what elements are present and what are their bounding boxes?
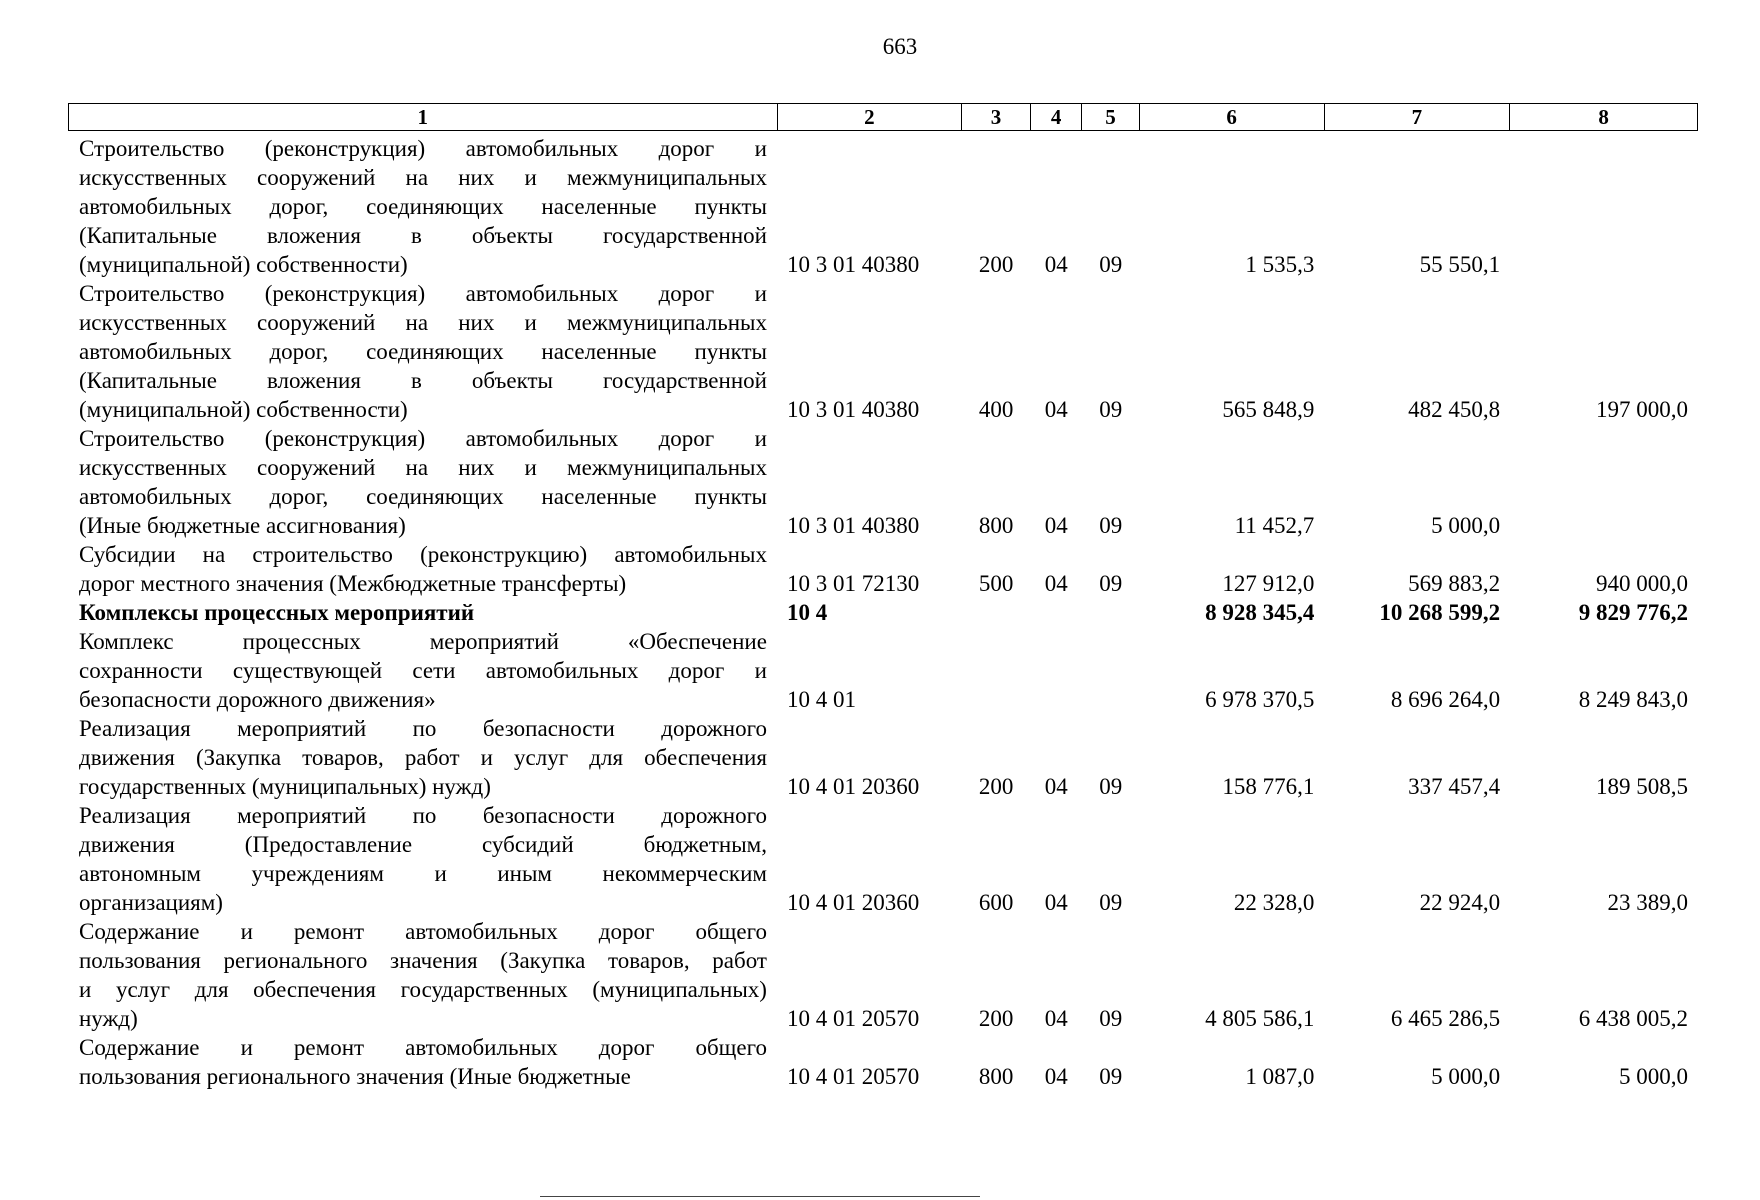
row-rz: 04: [1044, 571, 1068, 596]
table-row: [68, 627, 1698, 714]
row-code: 10 4: [786, 600, 828, 625]
budget-table: [68, 134, 1698, 1091]
row-name: [68, 598, 777, 627]
row-amount-col6: 6 978 370,5: [1205, 687, 1315, 712]
row-amount-col7: 6 465 286,5: [1390, 1006, 1501, 1031]
row-name-line: дорог местного значения (Межбюджетные трансферты): [79, 571, 627, 596]
row-amount-col8: 940 000,0: [1596, 571, 1688, 596]
row-amount-col7: 8 696 264,0: [1390, 687, 1501, 712]
row-code: 10 3 01 72130: [786, 571, 920, 596]
row-rz: [1030, 598, 1082, 627]
row-vr: 200: [978, 774, 1014, 799]
row-amount-col8: 189 508,5: [1596, 774, 1688, 799]
row-vr: 800: [978, 1064, 1014, 1089]
row-pr: 09: [1099, 890, 1123, 915]
row-amount-col6: 158 776,1: [1222, 774, 1315, 799]
row-amount-col8: 6 438 005,2: [1578, 1006, 1688, 1031]
row-name-line: Содержание и ремонт автомобильных дорог общего: [79, 919, 767, 944]
table-row: [68, 598, 1698, 627]
row-name-line: Комплекс процессных мероприятий «Обеспечение: [79, 629, 767, 654]
footer-rule: [540, 1196, 980, 1197]
row-name-line: пользования регионального значения (Закупка товаров, работ: [79, 948, 767, 973]
row-pr: 09: [1099, 1006, 1123, 1031]
row-pr: [1082, 627, 1140, 714]
header-col-1: 1: [69, 104, 778, 131]
row-amount-col6: 1 535,3: [1245, 252, 1315, 277]
row-name-line: (Иные бюджетные ассигнования): [79, 513, 406, 538]
table-row: [68, 917, 1698, 1033]
row-name-line: Субсидии на строительство (реконструкцию) автомобильных: [79, 542, 767, 567]
row-code: 10 4 01: [786, 687, 856, 712]
header-col-3: 3: [962, 104, 1031, 131]
row-name-line: автомобильных дорог, соединяющих населенные пункты: [79, 194, 767, 219]
row-name-line: Комплексы процессных мероприятий: [79, 600, 475, 625]
row-amount-col7: 569 883,2: [1408, 571, 1501, 596]
row-code: 10 4 01 20570: [786, 1064, 920, 1089]
row-name: [68, 424, 777, 540]
row-rz: 04: [1044, 397, 1068, 422]
row-name: [68, 917, 777, 1033]
row-name-line: (Капитальные вложения в объекты государственной: [79, 368, 767, 393]
row-name-line: безопасности дорожного движения»: [79, 687, 436, 712]
row-pr: [1082, 598, 1140, 627]
row-amount-col7: 5 000,0: [1431, 513, 1501, 538]
header-col-8: 8: [1510, 104, 1698, 131]
row-name-line: и услуг для обеспечения государственных (муниципальных): [79, 977, 767, 1002]
row-name: [68, 1033, 777, 1091]
row-amount-col6: 11 452,7: [1234, 513, 1315, 538]
row-vr: 800: [978, 513, 1014, 538]
row-amount-col6: 4 805 586,1: [1205, 1006, 1315, 1031]
row-pr: 09: [1099, 513, 1123, 538]
table-row: [68, 424, 1698, 540]
row-name: [68, 714, 777, 801]
row-name-line: Строительство (реконструкция) автомобильных дорог и: [79, 136, 767, 161]
row-code: 10 3 01 40380: [786, 397, 920, 422]
row-name-line: Содержание и ремонт автомобильных дорог общего: [79, 1035, 767, 1060]
row-name-line: Строительство (реконструкция) автомобильных дорог и: [79, 426, 767, 451]
row-name: [68, 801, 777, 917]
row-name-line: (муниципальной) собственности): [79, 252, 408, 277]
row-amount-col8: 197 000,0: [1596, 397, 1688, 422]
row-vr: [962, 627, 1031, 714]
row-name-line: искусственных сооружений на них и межмуниципальных: [79, 455, 767, 480]
row-amount-col6: 127 912,0: [1222, 571, 1315, 596]
row-amount-col8: 5 000,0: [1619, 1064, 1688, 1089]
row-rz: 04: [1044, 1064, 1068, 1089]
header-col-6: 6: [1139, 104, 1324, 131]
row-vr: 200: [978, 1006, 1014, 1031]
row-name-line: Строительство (реконструкция) автомобильных дорог и: [79, 281, 767, 306]
column-header-row: [68, 103, 1698, 131]
page-number: 663: [882, 34, 918, 59]
row-pr: 09: [1099, 397, 1123, 422]
row-code: 10 4 01 20360: [786, 774, 920, 799]
table-row: [68, 714, 1698, 801]
row-name-line: автономным учреждениям и иным некоммерческим: [79, 861, 767, 886]
row-pr: 09: [1099, 1064, 1123, 1089]
row-code: 10 3 01 40380: [786, 252, 920, 277]
row-name: [68, 134, 777, 279]
row-amount-col6: 22 328,0: [1233, 890, 1315, 915]
row-amount-col7: 337 457,4: [1408, 774, 1501, 799]
row-pr: 09: [1099, 252, 1123, 277]
row-amount-col6: 1 087,0: [1245, 1064, 1315, 1089]
row-name: [68, 627, 777, 714]
row-rz: 04: [1044, 513, 1068, 538]
row-pr: 09: [1099, 774, 1123, 799]
table-row: [68, 801, 1698, 917]
row-amount-col7: 10 268 599,2: [1379, 600, 1501, 625]
row-name-line: Реализация мероприятий по безопасности дорожного: [79, 716, 767, 741]
row-name-line: пользования регионального значения (Иные бюджетные: [79, 1064, 631, 1089]
row-rz: 04: [1044, 252, 1068, 277]
row-amount-col7: 55 550,1: [1419, 252, 1501, 277]
row-code: 10 4 01 20570: [786, 1006, 920, 1031]
row-name-line: движения (Предоставление субсидий бюджетным,: [79, 832, 767, 857]
header-col-4: 4: [1030, 104, 1081, 131]
row-rz: 04: [1044, 890, 1068, 915]
row-rz: 04: [1044, 1006, 1068, 1031]
row-amount-col7: 5 000,0: [1431, 1064, 1501, 1089]
row-name: [68, 279, 777, 424]
row-code: 10 4 01 20360: [786, 890, 920, 915]
row-amount-col8: 8 249 843,0: [1578, 687, 1688, 712]
row-name-line: Реализация мероприятий по безопасности дорожного: [79, 803, 767, 828]
header-col-2: 2: [777, 104, 962, 131]
row-amount-col8: [1510, 134, 1698, 279]
row-amount-col7: 482 450,8: [1408, 397, 1501, 422]
row-amount-col7: 22 924,0: [1419, 890, 1501, 915]
row-name-line: движения (Закупка товаров, работ и услуг для обеспечения: [79, 745, 767, 770]
row-name-line: искусственных сооружений на них и межмуниципальных: [79, 165, 767, 190]
table-row: [68, 279, 1698, 424]
table-row: [68, 540, 1698, 598]
row-name-line: искусственных сооружений на них и межмуниципальных: [79, 310, 767, 335]
row-rz: [1030, 627, 1082, 714]
row-name-line: государственных (муниципальных) нужд): [79, 774, 491, 799]
row-amount-col6: 565 848,9: [1222, 397, 1315, 422]
row-code: 10 3 01 40380: [786, 513, 920, 538]
row-vr: 400: [978, 397, 1014, 422]
row-name-line: (муниципальной) собственности): [79, 397, 408, 422]
row-name-line: организациям): [79, 890, 223, 915]
row-vr: [962, 598, 1031, 627]
row-amount-col8: [1510, 424, 1698, 540]
table-row: [68, 1033, 1698, 1091]
row-name-line: автомобильных дорог, соединяющих населенные пункты: [79, 484, 767, 509]
row-name-line: автомобильных дорог, соединяющих населенные пункты: [79, 339, 767, 364]
row-vr: 500: [978, 571, 1014, 596]
row-vr: 600: [978, 890, 1014, 915]
row-name-line: сохранности существующей сети автомобильных дорог и: [79, 658, 767, 683]
row-name: [68, 540, 777, 598]
row-amount-col6: 8 928 345,4: [1205, 600, 1315, 625]
row-amount-col8: 23 389,0: [1607, 890, 1688, 915]
row-pr: 09: [1099, 571, 1123, 596]
header-col-5: 5: [1082, 104, 1140, 131]
table-row: [68, 134, 1698, 279]
row-rz: 04: [1044, 774, 1068, 799]
row-vr: 200: [978, 252, 1014, 277]
row-name-line: нужд): [79, 1006, 138, 1031]
header-col-7: 7: [1324, 104, 1510, 131]
row-name-line: (Капитальные вложения в объекты государственной: [79, 223, 767, 248]
row-amount-col8: 9 829 776,2: [1578, 600, 1688, 625]
